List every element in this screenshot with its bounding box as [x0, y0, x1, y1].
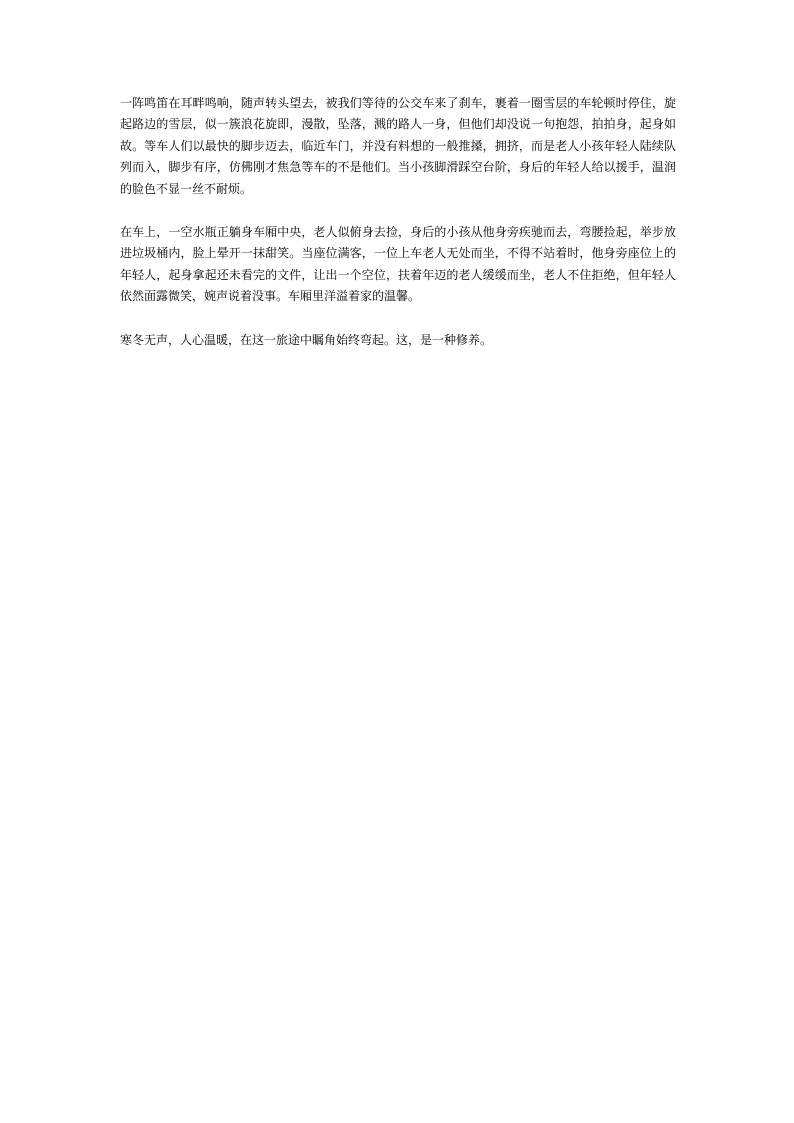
paragraph-1: 一阵鸣笛在耳畔鸣响，随声转头望去，被我们等待的公交车来了刹车，裹着一圈雪层的车轮顿时停住，旋起路边的雪层，似一簇浪花旋即，漫散，坠落，溅的路人一身，但他们却没说一句抱怨，拍拍身，起身如故。等车人们以最快的脚步迈去，临近车门，并没有料想的一般推搡，拥挤，而是老人小孩年轻人陆续队列而入，脚步有序，仿佛刚才焦急等车的不是他们。当小孩脚滑踩空台阶，身后的年轻人给以援手，温润的脸色不显一丝不耐烦。 [120, 96, 676, 196]
document-page [120, 93, 676, 373]
paragraph-3: 寒冬无声，人心温暖，在这一旅途中瞩角始终弯起。这，是一种修养。 [120, 332, 493, 347]
paragraph-2: 在车上，一空水瓶正躺身车厢中央，老人似俯身去捡，身后的小孩从他身旁疾驰而去，弯腰捡起，举步放进垃圾桶内，脸上晕开一抹甜笑。当座位满客，一位上车老人无处而坐，不得不站着时，他身旁座位上的年轻人，起身拿起还未看完的文件，让出一个空位，扶着年迈的老人缓缓而坐，老人不住拒绝，但年轻人依然面露微笑，婉声说着没事。车厢里洋溢着家的温馨。 [120, 225, 676, 304]
